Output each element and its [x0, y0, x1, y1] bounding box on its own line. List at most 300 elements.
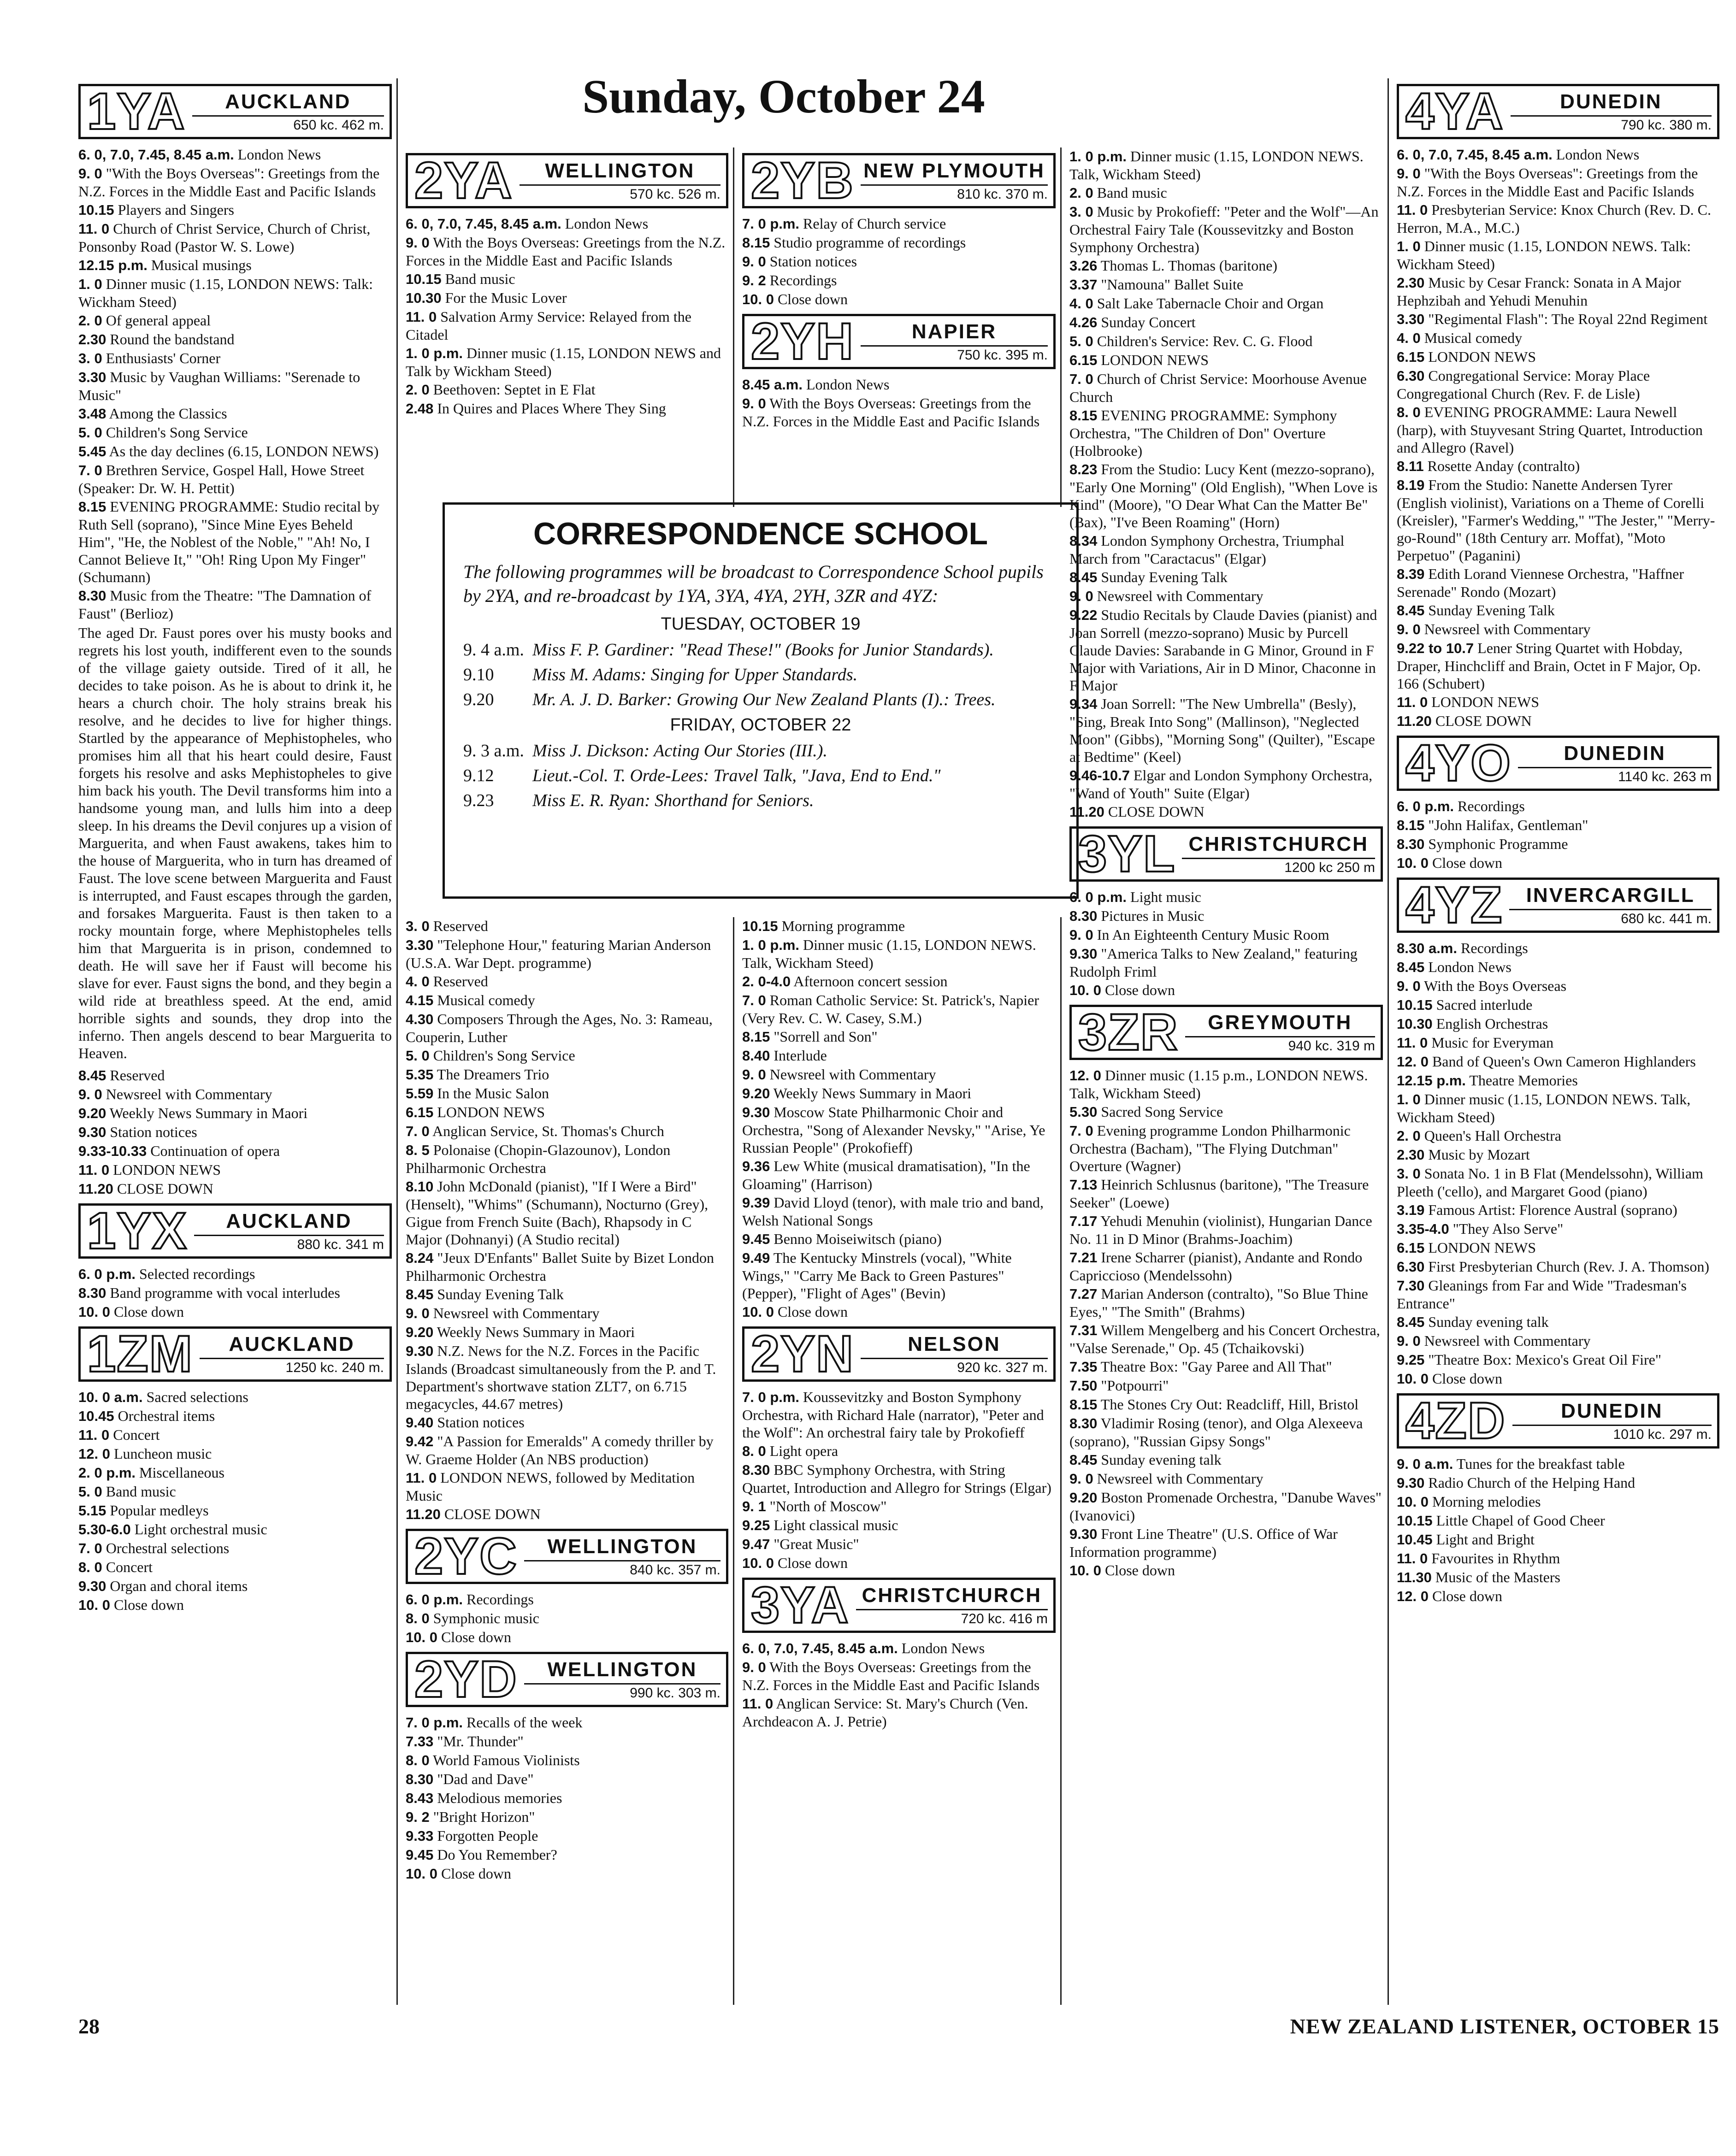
programme-entry — [406, 400, 728, 418]
programme-text: Children's Service: Rev. C. G. Flood — [1097, 333, 1313, 349]
programme-text: First Presbyterian Church (Rev. J. A. Thomson) — [1428, 1258, 1710, 1275]
programme-time: 10.15 — [742, 918, 778, 934]
programme-time: 8.30 — [1069, 1415, 1098, 1431]
programme-entry — [1069, 1358, 1383, 1376]
programme-entry — [406, 1010, 728, 1046]
programme-entry — [742, 253, 1056, 271]
programme-time: 4. 0 — [1069, 295, 1093, 312]
programme-time: 6.15 — [1397, 1240, 1425, 1256]
programme-time: 12. 0 — [78, 1446, 110, 1462]
programme-text: Station notices — [769, 253, 857, 270]
programme-text: Music by Vaughan Williams: "Serenade to Music" — [78, 369, 360, 403]
programme-text: Theatre Memories — [1469, 1072, 1578, 1089]
programme-time: 6. 0, 7.0, 7.45, 8.45 a.m. — [1397, 147, 1553, 163]
station-frequency: 570 kc. 526 m. — [520, 184, 720, 202]
programme-entry — [1069, 907, 1383, 925]
programme-time: 1. 0 p.m. — [742, 937, 800, 953]
programme-text: Sacred selections — [146, 1389, 248, 1405]
programme-time: 6. 0 p.m. — [1397, 798, 1454, 814]
programme-time: 9. 0 — [742, 395, 766, 412]
programme-entry — [742, 1535, 1056, 1553]
programme-time: 3.30 — [78, 369, 106, 385]
programme-text: Recordings — [466, 1591, 534, 1608]
programme-time: 10.15 — [406, 271, 442, 287]
programme-entry — [78, 1596, 392, 1614]
station-frequency: 1140 kc. 263 m — [1518, 767, 1712, 785]
programme-text: Tunes for the breakfast table — [1456, 1455, 1625, 1472]
programme-text: The Stones Cry Out: Readcliff, Hill, Bristol — [1100, 1396, 1359, 1413]
programme-entry — [1397, 457, 1719, 475]
station-details — [856, 1580, 1053, 1631]
programme-time: 9. 0 — [742, 253, 766, 270]
programme-entry — [406, 289, 728, 307]
programme-entry — [406, 308, 728, 343]
programme-time: 7.30 — [1397, 1278, 1425, 1294]
programme-entry — [1069, 888, 1383, 906]
programme-text: London News — [1428, 959, 1512, 975]
station-city: CHRISTCHURCH — [862, 1584, 1042, 1607]
programme-entry — [1397, 1313, 1719, 1331]
programme-text: Theatre Box: "Gay Paree and All That" — [1100, 1358, 1332, 1375]
programme-time: 10.15 — [1397, 997, 1433, 1013]
programme-text: With the Boys Overseas: Greetings from the N.Z. Forces in the Middle East and Pacific Islands — [742, 1659, 1040, 1693]
programme-time: 10. 0 — [1397, 1494, 1429, 1510]
programme-time: 9. 0 — [78, 165, 102, 182]
programme-text: Close down — [441, 1865, 511, 1882]
programme-text: Close down — [1432, 1370, 1502, 1387]
station-call-sign: 1YX — [87, 1202, 188, 1260]
programme-text: Newsreel with Commentary — [1424, 1332, 1591, 1349]
programme-entry — [78, 368, 392, 404]
programme-time: 7. 0 — [406, 1123, 430, 1139]
programme-time: 11.30 — [1397, 1569, 1432, 1585]
programme-entry — [78, 1407, 392, 1425]
correspondence-item — [463, 689, 1058, 711]
station-details — [1509, 880, 1717, 931]
programme-time: 4.30 — [406, 1011, 434, 1027]
programme-entry — [406, 1628, 728, 1646]
programme-entry — [1397, 639, 1719, 692]
programme-text: Of general appeal — [106, 312, 211, 329]
programme-time: 12.15 p.m. — [1397, 1072, 1466, 1089]
programme-entry — [1069, 1122, 1383, 1175]
programme-entry — [406, 1609, 728, 1627]
programme-time: 10.15 — [1397, 1513, 1433, 1529]
programme-time: 8.45 — [78, 1067, 106, 1084]
programme-entry — [406, 1751, 728, 1769]
programme-time: 9. 2 — [406, 1809, 430, 1825]
station-logo — [78, 1203, 392, 1259]
station-logo — [78, 1326, 392, 1382]
programme-time: 5. 0 — [406, 1048, 430, 1064]
programme-text: EVENING PROGRAMME: Studio recital by Ruth Sell (soprano), "Since Mine Eyes Beheld Him", "He, the Noblest of the Noble," "Ah! No, I Cannot Believe It," "Oh! Ring Upon My Finger" (Schumann) — [78, 498, 380, 585]
programme-time: 2. 0-4.0 — [742, 973, 791, 990]
station-call-sign: 3YA — [751, 1576, 850, 1634]
programme-entry — [742, 917, 1056, 935]
programme-time: 3. 0 — [1397, 1166, 1421, 1182]
programme-text: Close down — [1432, 854, 1502, 871]
programme-entry — [78, 1161, 392, 1179]
station-call-sign: 2YD — [414, 1650, 518, 1708]
programme-time: 9. 0 — [406, 1305, 430, 1321]
programme-time: 5.15 — [78, 1502, 106, 1519]
programme-text: Yehudi Menuhin (violinist), Hungarian Dance No. 11 in D Minor (Brahms-Joachim) — [1069, 1213, 1372, 1247]
programme-text: Light orchestral music — [134, 1521, 267, 1537]
programme-text: Interlude — [774, 1047, 827, 1064]
programme-time: 9. 0 — [1397, 165, 1421, 182]
station-logo — [742, 314, 1056, 369]
programme-text: Composers Through the Ages, No. 3: Rameau, Couperin, Luther — [406, 1011, 713, 1045]
programme-text: Newsreel with Commentary — [1424, 621, 1591, 637]
programme-entry — [742, 1639, 1056, 1657]
programme-entry — [406, 1590, 728, 1608]
programme-time: 9.30 — [1069, 1526, 1098, 1542]
programme-entry — [1069, 1396, 1383, 1414]
programme-text: Close down — [1432, 1588, 1502, 1604]
correspondence-item — [463, 740, 1058, 762]
programme-text: LONDON NEWS — [437, 1104, 545, 1120]
programme-text: The Dreamers Trio — [437, 1066, 549, 1083]
programme-entry — [1397, 1549, 1719, 1567]
programme-entry — [1397, 1201, 1719, 1219]
programme-time: 8.45 — [1069, 1452, 1098, 1468]
station-details — [861, 1329, 1053, 1379]
station-call-sign: 2YA — [414, 152, 513, 209]
programme-entry — [1397, 620, 1719, 638]
programme-entry — [1397, 1332, 1719, 1350]
programme-text: Vladimir Rosing (tenor), and Olga Alexeeva (soprano), "Russian Gipsy Songs" — [1069, 1415, 1363, 1449]
programme-entry — [1397, 958, 1719, 976]
programme-entry — [406, 1414, 728, 1431]
programme-time: 3.26 — [1069, 258, 1098, 274]
programme-entry — [1397, 310, 1719, 328]
programme-text: Morning programme — [781, 918, 905, 934]
programme-time: 6.30 — [1397, 368, 1425, 384]
programme-entry — [742, 290, 1056, 308]
programme-entry — [1397, 1351, 1719, 1369]
programme-text: LONDON NEWS — [113, 1161, 221, 1178]
programme-entry — [406, 991, 728, 1009]
programme-time: 9. 0 — [1397, 1333, 1421, 1349]
programme-time: 2. 0 — [78, 312, 102, 329]
programme-text: Band of Queen's Own Cameron Highlanders — [1432, 1053, 1696, 1070]
programme-text: Children's Song Service — [433, 1047, 575, 1064]
programme-text: Lew White (musical dramatisation), "In the Gloaming" (Harrison) — [742, 1158, 1030, 1192]
programme-text: CLOSE DOWN — [117, 1180, 213, 1197]
station-call-sign: 3YL — [1078, 825, 1176, 883]
programme-entry — [1069, 1451, 1383, 1469]
column-rule — [396, 78, 398, 2005]
programme-entry — [1397, 1587, 1719, 1605]
programme-text: Relay of Church service — [803, 215, 946, 232]
programme-entry — [742, 395, 1056, 430]
programme-time: 11.20 — [1397, 713, 1432, 729]
correspondence-school-box — [443, 502, 1079, 899]
programme-time: 2.30 — [78, 331, 106, 348]
programme-entry — [1397, 1568, 1719, 1586]
station-city: NAPIER — [911, 320, 997, 343]
programme-time: 9.34 — [1069, 696, 1098, 712]
programme-time: 7.17 — [1069, 1213, 1098, 1229]
programme-text: Koussevitzky and Boston Symphony Orchestra, with Richard Hale (narrator), "Peter and the Wolf": An orchestral fairy tale by Prokofieff — [742, 1389, 1044, 1441]
programme-entry — [78, 587, 392, 622]
programme-text: Queen's Hall Orchestra — [1424, 1127, 1561, 1144]
programme-entry — [742, 1249, 1056, 1302]
station-details — [1518, 738, 1717, 789]
programme-entry — [1069, 370, 1383, 406]
station-details — [1182, 829, 1381, 879]
programme-entry — [1397, 165, 1719, 200]
station-logo — [742, 1578, 1056, 1633]
station-frequency: 1250 kc. 240 m. — [200, 1358, 384, 1376]
programme-time: 9.30 — [78, 1124, 106, 1140]
programme-text: London Symphony Orchestra, Triumphal March from "Caractacus" (Elgar) — [1069, 532, 1345, 567]
programme-text: Newsreel with Commentary — [1097, 1470, 1264, 1487]
programme-entry — [78, 1284, 392, 1302]
programme-entry — [1397, 1015, 1719, 1033]
programme-entry — [78, 1066, 392, 1084]
programme-entry — [1397, 601, 1719, 619]
programme-entry — [742, 1194, 1056, 1229]
programme-time: 9.45 — [406, 1847, 434, 1863]
programme-text: Forgotten People — [437, 1827, 538, 1844]
programme-text: From the Studio: Lucy Kent (mezzo-soprano), "Early One Morning" (Old English), "When Love is Kind" (Moore), "O Dear What Can the Matter Be" (Bax), "I've Been Roaming" (Horn) — [1069, 461, 1378, 530]
programme-text: Studio programme of recordings — [774, 234, 966, 251]
station-logo — [1397, 1393, 1719, 1449]
column-rule — [1060, 917, 1062, 2005]
programme-entry — [1397, 1053, 1719, 1071]
programme-entry — [1397, 1165, 1719, 1200]
programme-time: 7. 0 — [78, 462, 102, 478]
programme-text: Dinner music (1.15, LONDON NEWS. Talk, Wickham Steed) — [1397, 1091, 1691, 1125]
programme-time: 8.30 — [78, 588, 106, 604]
programme-time: 3.35-4.0 — [1397, 1221, 1449, 1237]
programme-entry — [1397, 977, 1719, 995]
programme-time: 9.33 — [406, 1828, 434, 1844]
programme-text: Selected recordings — [139, 1266, 255, 1282]
programme-entry — [1069, 257, 1383, 275]
programme-entry — [1069, 1525, 1383, 1561]
programme-entry — [742, 1066, 1056, 1084]
programme-time: 12.15 p.m. — [78, 257, 148, 273]
programme-text: Close down — [113, 1303, 184, 1320]
programme-text: Music by Mozart — [1428, 1146, 1530, 1163]
programme-time: 8. 0 — [406, 1752, 430, 1768]
programme-text: From the Studio: Nanette Andersen Tyrer (English violinist), Variations on a Theme of Corelli (Kreisler), "Farmer's Wedding," "The Jester," "Merry-go-Round" (18th Century arr. Moffat), "Moto Perpetuo" (Paganini) — [1397, 477, 1715, 564]
programme-text: LONDON NEWS — [1101, 352, 1209, 368]
programme-text: Band programme with vocal interludes — [110, 1284, 340, 1301]
programme-entry — [742, 1461, 1056, 1496]
programme-entry — [1069, 1249, 1383, 1284]
correspondence-item — [463, 765, 1058, 787]
station-call-sign: 4YO — [1405, 734, 1512, 792]
programme-time: 8.15 — [1069, 407, 1098, 424]
correspondence-time: 9.20 — [463, 690, 494, 709]
station-logo — [406, 153, 728, 208]
programme-entry — [1069, 1321, 1383, 1357]
programme-entry — [78, 1502, 392, 1520]
programme-text: "They Also Serve" — [1453, 1220, 1564, 1237]
programme-text: Sunday evening talk — [1428, 1314, 1549, 1330]
programme-time: 7. 0 p.m. — [742, 1389, 800, 1405]
station-details — [192, 86, 390, 137]
programme-text: Popular medleys — [110, 1502, 209, 1519]
programme-time: 2.30 — [1397, 1147, 1425, 1163]
programme-text: "Mr. Thunder" — [437, 1733, 524, 1750]
programme-entry — [406, 1103, 728, 1121]
station-details — [520, 155, 726, 206]
programme-text: With the Boys Overseas: Greetings from the N.Z. Forces in the Middle East and Pacific Islands — [406, 234, 726, 269]
station-city: WELLINGTON — [547, 1535, 697, 1558]
programme-time: 8.45 — [1397, 959, 1425, 975]
programme-time: 7.35 — [1069, 1359, 1098, 1375]
programme-time: 8. 0 — [1397, 404, 1421, 420]
programme-time: 10. 0 — [742, 291, 774, 307]
station-logo — [406, 1529, 728, 1584]
programme-time: 9.49 — [742, 1250, 770, 1266]
programme-text: Thomas L. Thomas (baritone) — [1100, 257, 1278, 274]
programme-entry — [1069, 1176, 1383, 1211]
programme-time: 2.48 — [406, 401, 434, 417]
programme-time: 9.30 — [742, 1104, 770, 1120]
programme-entry — [406, 1432, 728, 1468]
column-rule — [733, 917, 734, 2005]
programme-time: 9. 1 — [742, 1498, 766, 1514]
programme-entry — [406, 270, 728, 288]
programme-text: Weekly News Summary in Maori — [109, 1105, 308, 1121]
programme-text: Light music — [1130, 889, 1201, 905]
programme-text: Moscow State Philharmonic Choir and Orchestra, "Song of Alexander Nevsky," "Arise, Ye Russian People" (Prokofieff) — [742, 1104, 1045, 1156]
programme-entry — [1397, 1239, 1719, 1257]
programme-text: Among the Classics — [109, 405, 227, 422]
programme-time: 6.15 — [1397, 349, 1425, 365]
programme-time: 1. 0 p.m. — [1069, 148, 1127, 165]
programme-time: 7.31 — [1069, 1322, 1098, 1338]
programme-text: Recordings — [769, 272, 837, 289]
programme-time: 7.33 — [406, 1733, 434, 1750]
correspondence-time: 9.10 — [463, 665, 494, 684]
programme-time: 9.33-10.33 — [78, 1143, 147, 1159]
programme-text: Dinner music (1.15, LONDON NEWS. Talk: Wickham Steed) — [1397, 238, 1691, 272]
programme-entry — [1397, 835, 1719, 853]
programme-time: 3.48 — [78, 406, 106, 422]
programme-text: Sunday Evening Talk — [1101, 569, 1228, 585]
programme-entry — [406, 1827, 728, 1845]
programme-time: 8.19 — [1397, 477, 1425, 493]
programme-text: London News — [565, 215, 649, 232]
station-details — [1512, 1396, 1717, 1446]
programme-text: LONDON NEWS — [1431, 694, 1539, 710]
programme-text: "Bright Horizon" — [433, 1808, 535, 1825]
station-city: NELSON — [908, 1332, 1001, 1355]
station-city: DUNEDIN — [1561, 1399, 1663, 1422]
station-call-sign: 2YB — [751, 152, 854, 209]
programme-entry — [406, 1047, 728, 1065]
programme-time: 7.13 — [1069, 1177, 1098, 1193]
programme-entry — [78, 1464, 392, 1482]
programme-entry — [1069, 1489, 1383, 1524]
programme-entry — [1069, 460, 1383, 531]
programme-time: 2. 0 p.m. — [78, 1465, 136, 1481]
programme-text: N.Z. News for the N.Z. Forces in the Pacific Islands (Broadcast simultaneously from the P. and T. Department's shortwave station ZLT7, on 6.715 megacycles, 44.67 metres) — [406, 1343, 716, 1412]
programme-entry — [1397, 1493, 1719, 1511]
programme-entry — [742, 1442, 1056, 1460]
programme-entry — [742, 1047, 1056, 1065]
station-frequency: 880 kc. 341 m — [194, 1235, 384, 1253]
programme-entry — [1069, 587, 1383, 605]
programme-text: Enthusiasts' Corner — [106, 350, 221, 366]
programme-entry — [1069, 351, 1383, 369]
programme-text: Musical comedy — [1424, 330, 1523, 346]
programme-time: 1. 0 — [1397, 1091, 1421, 1107]
programme-time: 12. 0 — [1397, 1588, 1429, 1604]
correspondence-days — [463, 614, 1058, 812]
programme-entry — [742, 271, 1056, 289]
programme-text: David Lloyd (tenor), with male trio and band, Welsh National Songs — [742, 1194, 1044, 1229]
programme-time: 9. 0 — [406, 235, 430, 251]
programme-entry — [1069, 203, 1383, 256]
programme-entry — [1069, 184, 1383, 202]
programme-time: 8.39 — [1397, 566, 1425, 582]
station-frequency: 720 kc. 416 m — [856, 1609, 1048, 1627]
programme-entry — [406, 344, 728, 380]
programme-entry — [1069, 406, 1383, 459]
programme-entry — [78, 1085, 392, 1103]
programme-text: Newsreel with Commentary — [769, 1066, 936, 1083]
programme-entry — [406, 1066, 728, 1084]
programme-time: 6.15 — [406, 1104, 434, 1120]
programme-text: Sacred interlude — [1436, 996, 1533, 1013]
programme-time: 8.23 — [1069, 461, 1098, 477]
programme-time: 8.45 a.m. — [742, 377, 803, 393]
programme-entry — [742, 1230, 1056, 1248]
programme-time: 9. 0 — [1069, 1471, 1093, 1487]
programme-time: 10. 0 — [742, 1304, 774, 1320]
station-call-sign: 4YA — [1405, 82, 1504, 140]
programme-text: London News — [901, 1640, 985, 1656]
programme-text: Salt Lake Tabernacle Choir and Organ — [1097, 295, 1324, 312]
programme-text: Concert — [106, 1559, 153, 1575]
programme-time: 9. 0 — [742, 1659, 766, 1675]
programme-entry — [78, 1558, 392, 1576]
programme-time: 8. 0 — [78, 1559, 102, 1575]
programme-text: Salvation Army Service: Relayed from the Citadel — [406, 308, 691, 343]
programme-entry — [406, 936, 728, 972]
programme-time: 8.45 — [406, 1286, 434, 1302]
programme-time: 9. 0 — [1069, 588, 1093, 604]
correspondence-intro: The following programmes will be broadcast to Correspondence School pupils by 2YA, and re-broadcast by 1YA, 3YA, 4YA, 2YH, 3ZR and 4YZ: — [463, 561, 1044, 606]
programme-entry — [742, 1103, 1056, 1156]
programme-text: CLOSE DOWN — [1108, 803, 1205, 820]
correspondence-text: Miss E. R. Ryan: Shorthand for Seniors. — [532, 791, 814, 810]
station-frequency: 940 kc. 319 m — [1185, 1036, 1375, 1054]
programme-time: 11. 0 — [78, 1162, 110, 1178]
programme-text: Band music — [445, 271, 515, 287]
station-frequency: 810 kc. 370 m. — [861, 184, 1048, 202]
programme-entry — [78, 275, 392, 311]
station-city: CHRISTCHURCH — [1188, 832, 1369, 855]
programme-text: Close down — [777, 1555, 848, 1571]
programme-entry — [78, 1265, 392, 1283]
programme-text: Afternoon concert session — [793, 973, 948, 990]
programme-text: Congregational Service: Moray Place Congregational Church (Rev. F. de Lisle) — [1397, 367, 1650, 402]
programme-text: Evening programme London Philharmonic Orchestra (Bacham), "The Flying Dutchman" Overture (Wagner) — [1069, 1122, 1351, 1174]
programme-entry — [78, 146, 392, 164]
station-city: AUCKLAND — [225, 90, 351, 113]
column-rule — [1388, 78, 1389, 2005]
programme-text: Edith Lorand Viennese Orchestra, "Haffner Serenade" Rondo (Mozart) — [1397, 566, 1684, 600]
station-logo — [1069, 1005, 1383, 1060]
